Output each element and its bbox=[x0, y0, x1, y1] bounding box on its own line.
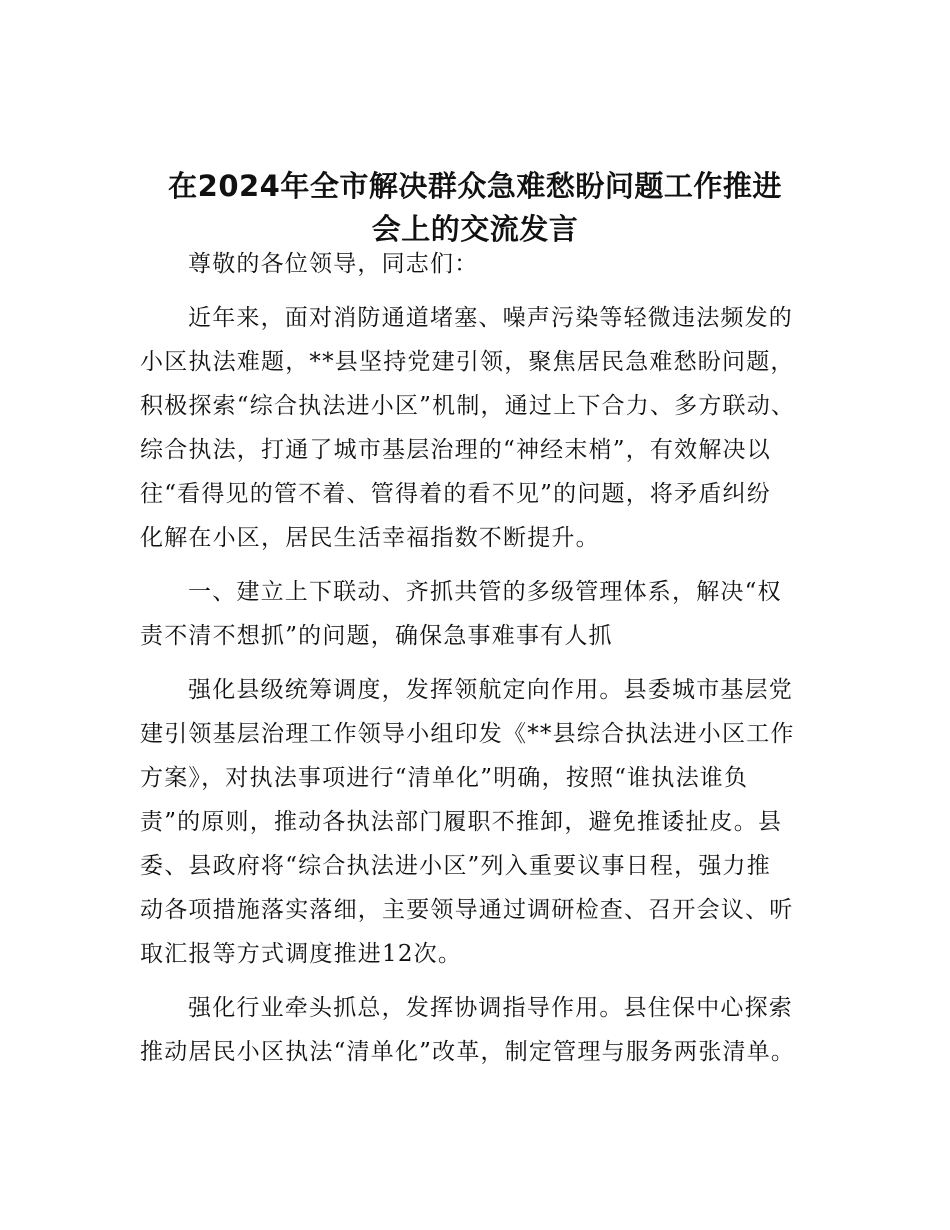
section-heading-paragraph bbox=[140, 570, 830, 658]
text-line: 综合执法，打通了城市基层治理的“神经末梢”，有效解决以 bbox=[140, 437, 771, 463]
text-line: 一、建立上下联动、齐抓共管的多级管理体系，解决“权 bbox=[188, 579, 782, 605]
text-line: 小区执法难题，**县坚持党建引领，聚焦居民急难愁盼问题， bbox=[140, 349, 795, 375]
text-line: 责”的原则，推动各执法部门履职不推卸，避免推诿扯皮。县 bbox=[140, 809, 783, 835]
text-line: 化解在小区，居民生活幸福指数不断提升。 bbox=[140, 525, 600, 551]
salutation-paragraph bbox=[140, 242, 830, 286]
intro-paragraph bbox=[140, 296, 830, 560]
text-line: 方案》，对执法事项进行“清单化”明确，按照“谁执法谁负 bbox=[140, 765, 749, 791]
document-title bbox=[120, 165, 830, 251]
text-line: 强化行业牵头抓总，发挥协调指导作用。县住保中心探索 bbox=[188, 995, 793, 1021]
text-line: 责不清不想抓”的问题，确保急事难事有人抓 bbox=[140, 623, 613, 649]
title-line: 在2024年全市解决群众急难愁盼问题工作推进 bbox=[168, 169, 782, 203]
text-line: 委、县政府将“综合执法进小区”列入重要议事日程，强力推 bbox=[140, 853, 771, 879]
county-coordination-paragraph bbox=[140, 668, 830, 976]
document-body bbox=[140, 242, 830, 1084]
industry-lead-paragraph bbox=[140, 986, 830, 1074]
text-line: 往“看得见的管不着、管得着的看不见”的问题，将矛盾纠纷 bbox=[140, 481, 771, 507]
text-line: 建引领基层治理工作领导小组印发《**县综合执法进小区工作 bbox=[140, 721, 795, 747]
text-line: 取汇报等方式调度推进12次。 bbox=[140, 941, 463, 967]
text-line: 推动居民小区执法“清单化”改革，制定管理与服务两张清单。 bbox=[140, 1039, 796, 1065]
text-line: 近年来，面对消防通道堵塞、噪声污染等轻微违法频发的 bbox=[188, 305, 793, 331]
text-line: 强化县级统筹调度，发挥领航定向作用。县委城市基层党 bbox=[188, 677, 793, 703]
text-line: 尊敬的各位领导，同志们： bbox=[188, 251, 479, 277]
title-line: 会上的交流发言 bbox=[371, 212, 579, 246]
text-line: 积极探索“综合执法进小区”机制，通过上下合力、多方联动、 bbox=[140, 393, 796, 419]
text-line: 动各项措施落实落细，主要领导通过调研检查、召开会议、听 bbox=[140, 897, 794, 923]
